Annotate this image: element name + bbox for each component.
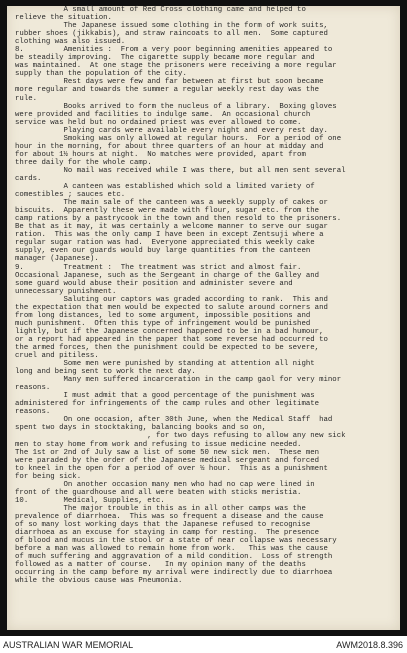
accession-number: AWM2018.8.396 [336, 640, 403, 650]
text-line: reasons. [15, 384, 51, 393]
text-line: ration. This was the only camp I have been in except Zentsuji where a [15, 231, 324, 240]
text-line: 8. Amenities : From a very poor beginning amenities appeared to [15, 46, 333, 55]
text-line: The major trouble in this as in all other camps was the [15, 504, 306, 513]
text-line: more regular and towards the summer a regular weekly rest day was the [15, 86, 320, 95]
text-line: some guard would abuse their position and administer severe and [15, 279, 293, 288]
text-line: was maintained. At one stage the prisoners were receiving a more regular [15, 62, 337, 71]
text-line: , for two days refusing to allow any new sick [15, 432, 346, 441]
text-line: manager (Japanese). [15, 255, 99, 264]
archive-credit: AUSTRALIAN WAR MEMORIAL [3, 640, 134, 650]
text-line: unnecessary punishment. [15, 287, 117, 296]
text-line: rubber shoes (jikkabis), and straw raincoats to all men. Some captured [15, 30, 328, 39]
text-line: On one occasion, after 30th June, when the Medical Staff had [15, 416, 333, 425]
text-line: diarrhoea as an excuse for staying in camp for resting. The presence [15, 529, 320, 538]
text-line: The Japanese issued some clothing in the form of work suits, [15, 22, 328, 31]
text-line: 10. Medical, Supplies, etc. [15, 496, 165, 505]
text-line: the expectation that men would be expected to salute around corners and [15, 303, 328, 312]
text-line: were provided and facilities to indulge same. An occasional church [15, 110, 311, 119]
text-line: Some men were punished by standing at attention all night [15, 360, 315, 369]
text-line: be steadily improving. The cigarette supply became more regular and [15, 54, 315, 63]
text-line: Rest days were few and far between at first but soon became [15, 78, 324, 87]
text-line: supply than the population of the city. [15, 70, 187, 79]
text-line: I must admit that a good percentage of the punishment was [15, 392, 315, 401]
text-line: from long distances, led to some argument, impossible positions and [15, 311, 311, 320]
text-line: lightly, but if the Japanese concerned happened to be in a bad humour, [15, 327, 324, 336]
text-line: A canteen was established which sold a limited variety of [15, 183, 315, 192]
text-line: for about 1½ hours at night. No matches were provided, apart from [15, 150, 306, 159]
text-line: rule. [15, 94, 38, 103]
text-line: cruel and pitiless. [15, 352, 99, 361]
text-line: for being sick. [15, 472, 82, 481]
text-line: Books arrived to form the nucleus of a library. Boxing gloves [15, 102, 337, 111]
text-line: regular sugar ration was had. Everyone appreciated this weekly cake [15, 239, 315, 248]
text-line: prevalence of diarrhoea. This was so frequent a disease and the cause [15, 512, 324, 521]
text-line: of blood and mucus in the stool or a state of near collapse was necessary [15, 537, 337, 546]
text-line: camp rations by a pastrycook in the town and then resold to the prisoners. [15, 215, 342, 224]
text-line: followed as a matter of course. In my opinion many of the deaths [15, 561, 306, 570]
text-line: Many men suffered incarceration in the camp gaol for very minor [15, 376, 342, 385]
text-line: were paraded by the order of the Japanese medical sergeant and forced [15, 456, 320, 465]
text-line: 9. Treatment : The treatment was strict and almost fair. [15, 263, 302, 272]
text-line: front of the guardhouse and all were beaten with sticks meristia. [15, 488, 302, 497]
text-line: to kneel in the open for a period of over ½ hour. This as a punishment [15, 464, 328, 473]
text-line: hour in the morning, for about three quarters of an hour at midday and [15, 142, 324, 151]
text-line: long and being sent to work the next day. [15, 368, 196, 377]
archive-footer [0, 636, 407, 653]
text-line: much punishment. Often this type of infringement would be punished [15, 319, 311, 328]
text-line: or a report had appeared in the paper that some reverse had occurred to [15, 335, 328, 344]
text-line: Occasional Japanese, such as the Sergeant in charge of the Galley and [15, 271, 320, 280]
text-line: cards. [15, 174, 42, 183]
text-line: relieve the situation. [15, 14, 112, 23]
text-line: spent two days in stocktaking, balancing books and so on, [15, 424, 267, 433]
text-line: The 1st or 2nd of July saw a list of some 50 new sick men. These men [15, 448, 320, 457]
text-line: men to stay home from work and refusing to issue medicine needed. [15, 440, 302, 449]
text-line: comestibles ; sauces etc. [15, 191, 126, 200]
text-line: while the obvious cause was Pneumonia. [15, 577, 183, 586]
text-line: before a man was allowed to remain home from work. This was the cause [15, 545, 328, 554]
text-line: three daily for the whole camp. [15, 158, 152, 167]
text-line: supply, even our guards would buy large quantities from the canteen [15, 247, 311, 256]
text-line: A small amount of Red Cross clothing came and helped to [15, 6, 306, 14]
text-line: clothing was also issued. [15, 38, 126, 47]
typed-text-block [15, 6, 399, 585]
text-line: biscuits. Apparently these were made with flour, sugar etc. from the [15, 207, 320, 216]
text-line: of much suffering and aggravation of a mild condition. Loss of strength [15, 553, 333, 562]
text-line: service was held but no ordained priest was ever allowed to come. [15, 118, 302, 127]
text-line: Playing cards were available every night and every rest day. [15, 126, 328, 135]
text-line: The main sale of the canteen was a weekly supply of cakes or [15, 199, 328, 208]
text-line: occurring in the camp before my arrival were indirectly due to diarrhoea [15, 569, 333, 578]
text-line: Be that as it may, it was certainly a welcome manner to serve our sugar [15, 223, 328, 232]
text-line: On another occasion many men who had no cap were lined in [15, 480, 315, 489]
text-line: of so many lost working days that the Japanese refused to recognise [15, 521, 311, 529]
text-line: administered for infringements of the camp rules and other legitimate [15, 400, 320, 409]
text-line: Smoking was only allowed at regular hours. For a period of one [15, 134, 342, 143]
text-line: the armed forces, then the punishment could be expected to be severe, [15, 343, 320, 352]
text-line: reasons. [15, 408, 51, 417]
text-line: Saluting our captors was graded according to rank. This and [15, 295, 328, 304]
text-line: No mail was received while I was there, but all men sent several [15, 166, 346, 175]
